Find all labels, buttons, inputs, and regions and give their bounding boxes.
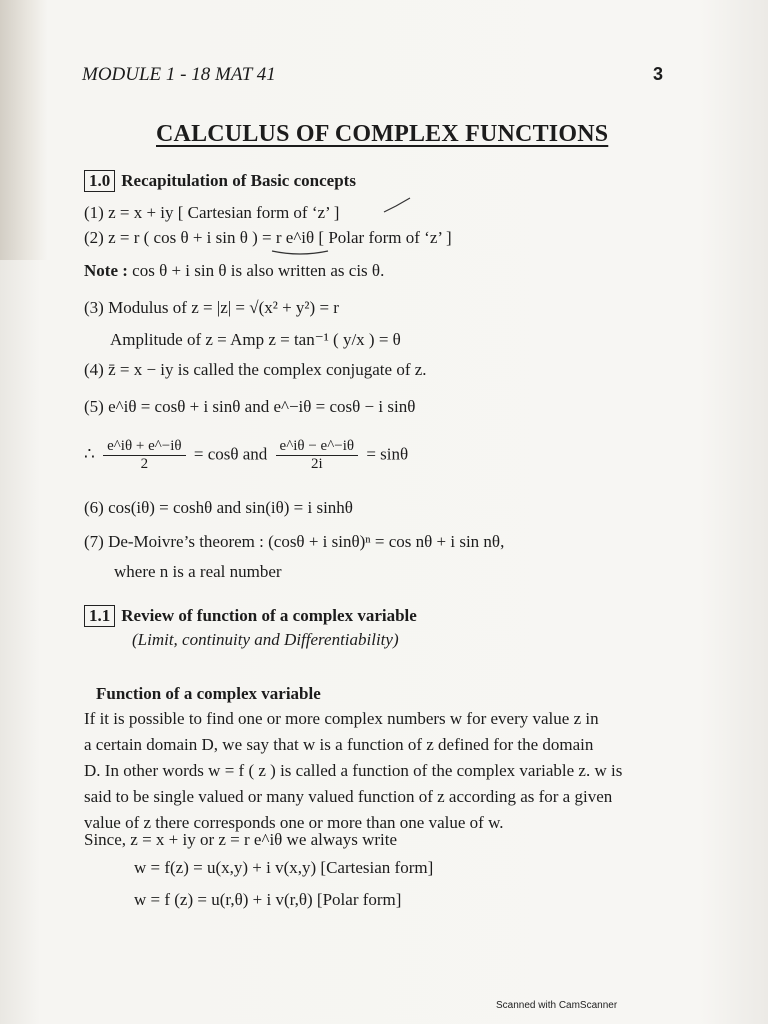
item-2: (2) z = r ( cos θ + i sin θ ) = r e^iθ [ Polar form of ‘z’ ] (84, 228, 452, 247)
item-5: (5) e^iθ = cosθ + i sinθ and e^−iθ = cosθ − i sinθ (84, 397, 416, 416)
definition-paragraph (84, 706, 622, 836)
paragraph-line: If it is possible to find one or more complex numbers w for every value z in (84, 709, 599, 728)
paragraph-line: value of z there corresponds one or more than one value of w. (84, 813, 504, 832)
fraction-cos (103, 438, 186, 473)
section-number-box: 1.1 (84, 605, 115, 627)
pen-underline-mark (270, 248, 330, 258)
since-line: Since, z = x + iy or z = r e^iθ we always write (84, 830, 398, 849)
note-label: Note : (84, 261, 128, 280)
fraction-sin-numerator: e^iθ − e^−iθ (276, 438, 359, 456)
item-3: (3) Modulus of z = |z| = √(x² + y²) = r (84, 298, 339, 317)
equation-polar: w = f (z) = u(r,θ) + i v(r,θ) [Polar form] (134, 890, 402, 909)
fraction-sin (276, 438, 359, 473)
pen-tick-mark (382, 196, 412, 216)
equation-cartesian: w = f(z) = u(x,y) + i v(x,y) [Cartesian form] (134, 858, 434, 877)
section-1-1-heading (84, 605, 417, 627)
page-number: 3 (653, 64, 664, 84)
section-title: Review of function of a complex variable (121, 606, 417, 625)
section-title: Recapitulation of Basic concepts (121, 171, 356, 190)
function-heading: Function of a complex variable (96, 684, 321, 703)
amplitude-line: Amplitude of z = Amp z = tan⁻¹ ( y/x ) = θ (110, 330, 401, 349)
item-7: (7) De-Moivre’s theorem : (cosθ + i sinθ)ⁿ = cos nθ + i sin nθ, (84, 532, 505, 551)
section-1-1-subtitle: (Limit, continuity and Differentiability) (132, 630, 399, 649)
therefore-symbol: ∴ (84, 444, 95, 464)
item-7-continuation: where n is a real number (114, 562, 282, 581)
fraction-sin-denominator: 2i (310, 456, 323, 472)
fraction-sin-rhs: = sinθ (366, 444, 409, 464)
note-text: cos θ + i sin θ is also written as cis θ. (132, 261, 385, 280)
paragraph-line: said to be single valued or many valued function of z according as for a given (84, 787, 613, 806)
paragraph-line: a certain domain D, we say that w is a function of z defined for the domain (84, 735, 594, 754)
scanner-watermark: Scanned with CamScanner (496, 1000, 618, 1011)
item-6: (6) cos(iθ) = coshθ and sin(iθ) = i sinhθ (84, 498, 353, 517)
section-number-box: 1.0 (84, 170, 115, 192)
item-4: (4) z̄ = x − iy is called the complex conjugate of z. (84, 360, 427, 379)
page-edge-shadow (0, 0, 48, 260)
euler-fractions (84, 438, 408, 473)
item-1: (1) z = x + iy [ Cartesian form of ‘z’ ] (84, 203, 340, 222)
fraction-cos-denominator: 2 (140, 456, 149, 472)
fraction-cos-numerator: e^iθ + e^−iθ (103, 438, 186, 456)
page-title: CALCULUS OF COMPLEX FUNCTIONS (156, 121, 609, 147)
fraction-cos-rhs: = cosθ and (193, 444, 268, 464)
section-1-0-heading (84, 170, 356, 192)
module-header: MODULE 1 - 18 MAT 41 (82, 64, 276, 85)
note-line (84, 261, 384, 281)
paragraph-line: D. In other words w = f ( z ) is called a function of the complex variable z. w is (84, 761, 623, 780)
